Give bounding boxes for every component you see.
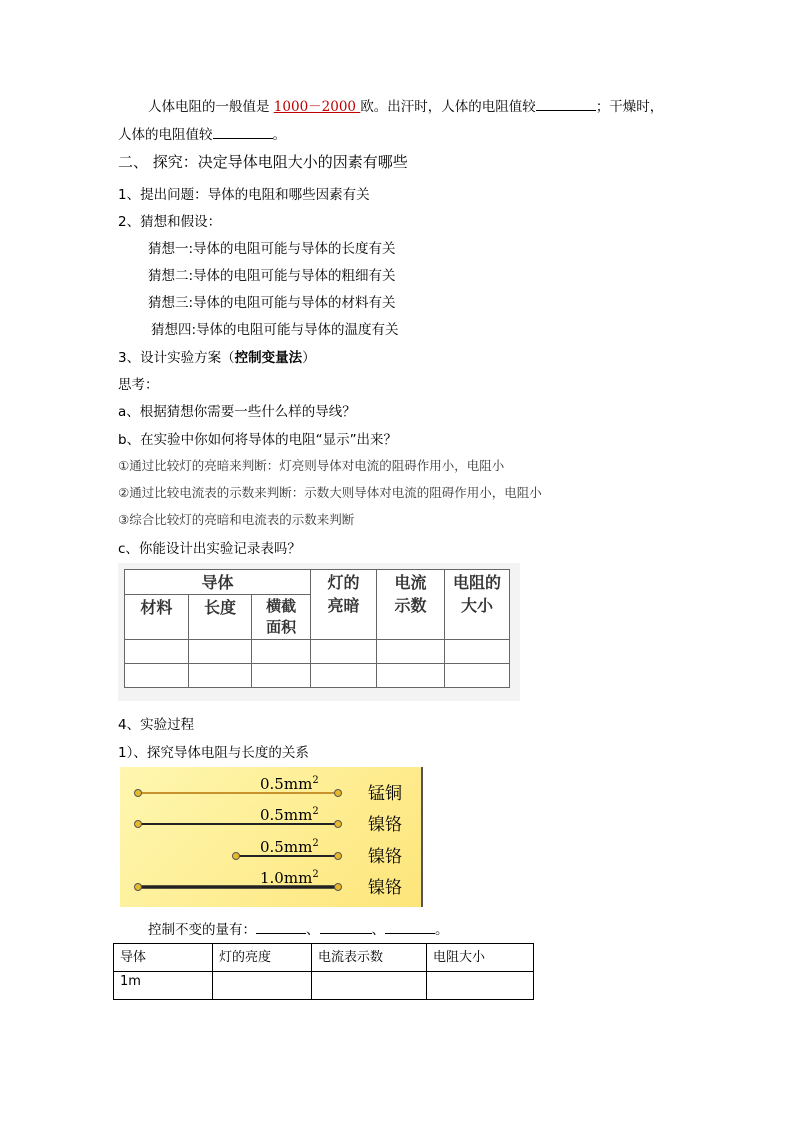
cell[interactable] [213,972,312,1000]
guess-2: 猜想二:导体的电阻可能与导体的粗细有关 [148,268,396,284]
cell[interactable] [377,640,445,664]
text: 控制不变的量有： [148,922,256,938]
step-4: 4、实验过程 [118,717,195,733]
control-variables [148,918,449,938]
text: 亮暗 [327,596,360,615]
wire-samples-figure [120,767,421,907]
cell[interactable] [311,664,377,688]
cell[interactable] [125,664,189,688]
header-conductor: 导体 [114,944,213,972]
wire-end [335,884,342,891]
cell[interactable] [445,664,510,688]
table-row [125,664,510,688]
cell[interactable] [377,664,445,688]
wire-1 [135,775,403,804]
question-a: a、根据猜想你需要一些什么样的导线？ [118,404,356,420]
cell[interactable] [427,972,534,1000]
wire-end [135,821,142,828]
method-1: ①通过比较灯的亮暗来判断：灯亮则导体对电流的阻碍作用小，电阻小 [118,458,505,473]
text: 。 [435,922,449,938]
answer-blank[interactable] [536,98,596,111]
wire-material: 镍铬 [368,878,402,898]
wire-diagram [120,767,421,907]
wire-end [335,821,342,828]
text: 人体的电阻值较 [118,127,213,143]
question-1: 1、提出问题：导体的电阻和哪些因素有关 [118,187,370,203]
resistance-range: 1000－2000 [273,99,361,115]
text: 电流 [394,573,427,592]
header-material: 材料 [125,595,189,640]
guess-1: 猜想一:导体的电阻可能与导体的长度有关 [148,241,396,257]
wire-material: 镍铬 [368,815,402,835]
cell[interactable] [252,664,311,688]
step-4-1: 1）、探究导体电阻与长度的关系 [118,745,309,761]
text: 电阻的 [452,573,501,592]
wire-area: $0.5mm^2$ [260,838,319,856]
header-resistance: 电阻大小 [427,944,534,972]
paragraph-body-resistance [148,95,663,115]
wire-end [335,790,342,797]
text: ） [302,350,316,366]
text: 、 [371,922,385,938]
wire-material: 锰铜 [368,784,402,804]
wire-3 [233,838,403,867]
answer-blank[interactable] [213,126,273,139]
think-label: 思考： [118,377,159,393]
guess-3: 猜想三:导体的电阻可能与导体的材料有关 [148,295,396,311]
answer-blank[interactable] [320,921,372,934]
wire-end [233,853,240,860]
text: 灯的 [327,573,360,592]
wire-4 [135,869,403,898]
cell[interactable] [125,640,189,664]
wire-area: $0.5mm^2$ [260,775,319,793]
question-3 [118,346,316,366]
divider [421,767,423,907]
text: 欧。出汗时，人体的电阻值较 [360,99,536,115]
text: 横截 [266,597,297,615]
header-current [377,570,445,640]
answer-blank[interactable] [256,921,306,934]
header-ammeter-reading: 电流表示数 [312,944,427,972]
text: 面积 [266,618,297,636]
section-heading: 二、 探究：决定导体电阻大小的因素有哪些 [118,153,408,171]
cell[interactable] [188,640,252,664]
answer-blank[interactable] [385,921,435,934]
text: ；干燥时， [595,99,664,115]
header-conductor: 导体 [125,570,311,595]
wire-end [335,853,342,860]
text: 示数 [394,596,427,615]
header-lamp [311,570,377,640]
wire-end [135,884,142,891]
guess-4: 猜想四:导体的电阻可能与导体的温度有关 [151,322,399,338]
question-c: c、你能设计出实验记录表吗？ [118,541,301,557]
question-b: b、在实验中你如何将导体的电阻“显示”出来？ [118,432,398,448]
wire-material: 镍铬 [368,847,402,867]
length-results-table [113,943,534,1000]
cell[interactable] [252,640,311,664]
paragraph-body-resistance-2 [118,123,286,143]
cell[interactable] [311,640,377,664]
cell[interactable] [312,972,427,1000]
record-table [124,569,510,688]
cell[interactable] [188,664,252,688]
header-length: 长度 [188,595,252,640]
wire-end [135,790,142,797]
text: 、 [306,922,320,938]
cell[interactable] [445,640,510,664]
method-name: 控制变量法 [234,350,303,366]
method-2: ②通过比较电流表的示数来判断：示数大则导体对电流的阻碍作用小，电阻小 [118,485,542,500]
method-3: ③综合比较灯的亮暗和电流表的示数来判断 [118,512,355,527]
wire-area: $0.5mm^2$ [260,806,319,824]
text: 3、设计实验方案（ [118,350,235,366]
text: 大小 [460,596,493,615]
header-area [252,595,311,640]
text: 。 [272,127,286,143]
record-table-image [118,563,520,701]
table-row [125,640,510,664]
wire-2 [135,806,403,835]
text: 人体电阻的一般值是 [148,99,274,115]
table-row [114,972,534,1000]
header-resistance [445,570,510,640]
cell-length: 1m [114,972,213,1000]
question-2: 2、猜想和假设： [118,214,222,230]
wire-area: $1.0mm^2$ [260,869,319,887]
header-lamp-brightness: 灯的亮度 [213,944,312,972]
